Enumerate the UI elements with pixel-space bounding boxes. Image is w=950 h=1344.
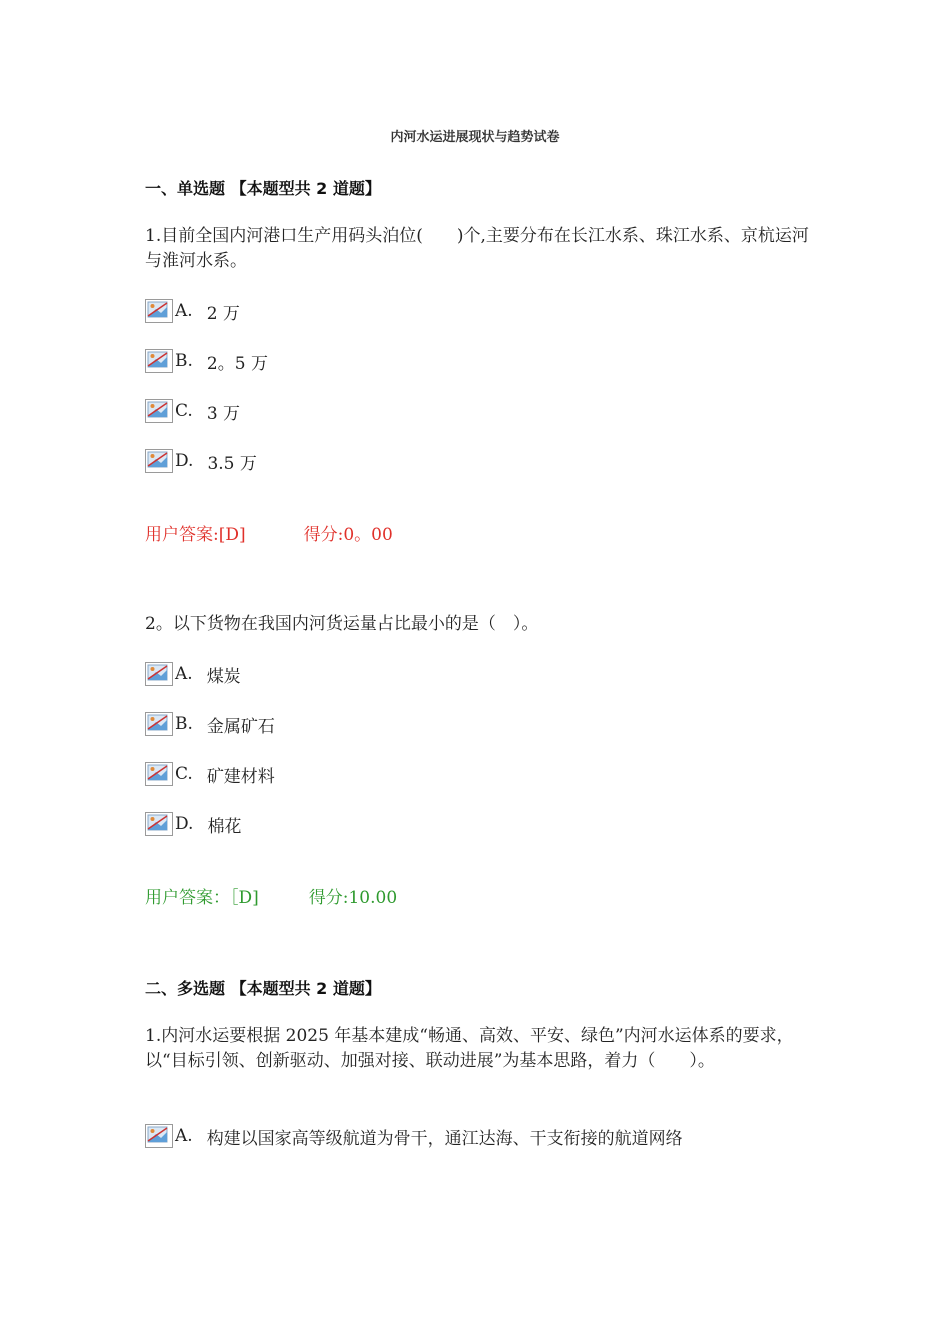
page-title: 内河水运进展现状与趋势试卷 — [390, 130, 560, 145]
option-a[interactable] — [145, 1123, 683, 1149]
question-text: 1.内河水运要根据 2025 年基本建成“畅通、高效、平安、绿色”内河水运体系的要求，以“目标引领、创新驱动、加强对接、联动进展”为基本思路，着力（ ）。 — [145, 1026, 794, 1071]
option-c[interactable] — [145, 761, 275, 787]
user-answer: 用户答案：［D] — [145, 888, 259, 908]
broken-image-icon — [145, 299, 173, 323]
option-letter: A. — [175, 301, 193, 321]
option-letter: B. — [175, 714, 193, 734]
broken-image-icon — [145, 449, 173, 473]
broken-image-icon — [145, 349, 173, 373]
answer-result — [145, 883, 397, 908]
option-text: 棉花 — [207, 816, 242, 837]
question-text: 2。以下货物在我国内河货运量占比最小的是（ ）。 — [145, 614, 539, 634]
option-b[interactable] — [145, 348, 268, 374]
option-letter: A. — [175, 1126, 193, 1146]
broken-image-icon — [145, 712, 173, 736]
option-text: 3.5 万 — [207, 453, 257, 474]
option-text: 金属矿石 — [206, 716, 275, 737]
broken-image-icon — [145, 812, 173, 836]
answer-result — [145, 520, 393, 545]
broken-image-icon — [145, 662, 173, 686]
user-answer: 用户答案:[D] — [145, 525, 246, 545]
option-letter: D. — [175, 814, 194, 834]
section-heading-multiple-choice: 二、多选题 【本题型共 2 道题】 — [145, 979, 381, 998]
option-b[interactable] — [145, 711, 275, 737]
option-text: 煤炭 — [206, 666, 241, 687]
option-letter: B. — [175, 351, 193, 371]
score: 得分:10.00 — [308, 888, 398, 908]
option-text: 3 万 — [206, 403, 241, 424]
option-d[interactable] — [145, 448, 257, 474]
broken-image-icon — [145, 762, 173, 786]
option-letter: D. — [175, 451, 194, 471]
option-a[interactable] — [145, 661, 241, 687]
score: 得分:0。00 — [303, 525, 393, 545]
option-letter: C. — [175, 401, 193, 421]
option-text: 2。5 万 — [206, 353, 268, 374]
section-heading-single-choice: 一、单选题 【本题型共 2 道题】 — [145, 179, 381, 198]
broken-image-icon — [145, 1124, 173, 1148]
option-c[interactable] — [145, 398, 240, 424]
broken-image-icon — [145, 399, 173, 423]
option-letter: C. — [175, 764, 193, 784]
option-a[interactable] — [145, 298, 240, 324]
option-text: 构建以国家高等级航道为骨干，通江达海、干支衔接的航道网络 — [206, 1128, 683, 1149]
question-text: 1.目前全国内河港口生产用码头泊位( )个,主要分布在长江水系、珠江水系、京杭运河与淮河水系。 — [145, 226, 809, 271]
option-letter: A. — [175, 664, 193, 684]
option-d[interactable] — [145, 811, 241, 837]
option-text: 2 万 — [206, 303, 240, 324]
option-text: 矿建材料 — [206, 766, 275, 787]
